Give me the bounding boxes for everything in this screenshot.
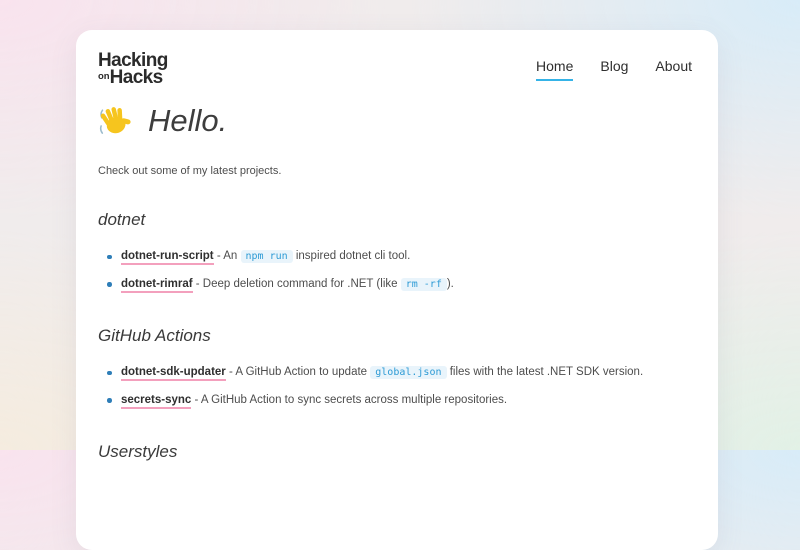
- inline-code: rm -rf: [401, 278, 447, 291]
- list-item: [121, 365, 692, 381]
- logo-line1: Hacking: [98, 49, 168, 71]
- site-logo[interactable]: [98, 49, 168, 88]
- project-description: files with the latest .NET SDK version.: [446, 366, 644, 379]
- project-description: ).: [446, 277, 454, 290]
- nav-item-about[interactable]: About: [655, 57, 692, 74]
- project-description: inspired dotnet cli tool.: [292, 250, 411, 262]
- project-link-secrets-sync[interactable]: secrets-sync: [121, 394, 191, 409]
- logo-prefix: on: [98, 71, 110, 82]
- inline-code: npm run: [241, 250, 293, 263]
- waving-hand-icon: [98, 103, 134, 139]
- project-description: - An: [213, 250, 241, 262]
- site-header: [98, 44, 692, 94]
- project-description: - Deep deletion command for .NET (like: [192, 277, 401, 290]
- page-title: [98, 103, 692, 139]
- list-item: [121, 249, 692, 265]
- section-title-userstyles: Userstyles: [98, 442, 178, 462]
- section-title-github-actions: GitHub Actions: [98, 326, 211, 346]
- inline-code: global.json: [370, 366, 446, 379]
- project-description: - A GitHub Action to update: [225, 366, 371, 379]
- project-list-dotnet: [98, 249, 692, 292]
- nav-item-home[interactable]: Home: [536, 58, 573, 81]
- logo-line2: Hacks: [109, 67, 163, 88]
- list-item: [121, 277, 692, 293]
- project-link-dotnet-rimraf[interactable]: dotnet-rimraf: [121, 278, 193, 293]
- intro-text: Check out some of my latest projects.: [98, 165, 282, 177]
- project-link-dotnet-run-script[interactable]: dotnet-run-script: [121, 250, 214, 265]
- main-content-card: [76, 30, 718, 550]
- project-link-dotnet-sdk-updater[interactable]: dotnet-sdk-updater: [121, 366, 226, 381]
- project-list-github-actions: [98, 365, 692, 408]
- hero-title-text: Hello.: [148, 103, 228, 138]
- nav-item-blog[interactable]: Blog: [600, 57, 629, 74]
- project-description: - A GitHub Action to sync secrets across multiple repositories.: [191, 393, 508, 406]
- section-title-dotnet: dotnet: [98, 210, 146, 229]
- list-item: [121, 393, 692, 409]
- main-nav: [536, 58, 692, 81]
